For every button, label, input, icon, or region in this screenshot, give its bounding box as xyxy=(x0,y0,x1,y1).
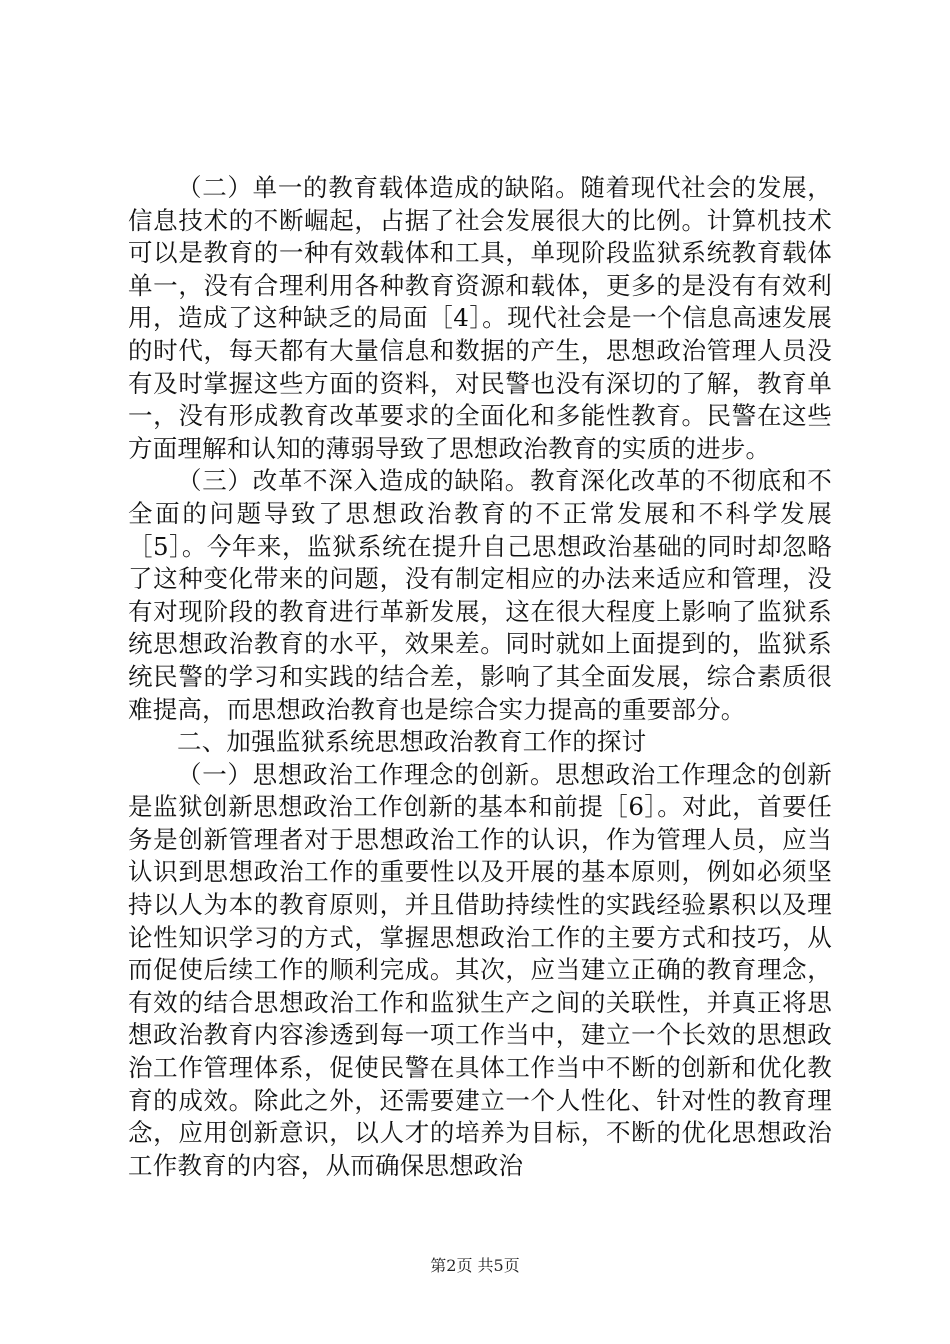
document-body xyxy=(128,172,832,1182)
paragraph-defect-single-carrier: （二）单一的教育载体造成的缺陷。随着现代社会的发展，信息技术的不断崛起，占据了社会发展很大的比例。计算机技术可以是教育的一种有效载体和工具，单现阶段监狱系统教育载体单一，没有合理利用各种教育资源和载体，更多的是没有有效利用，造成了这种缺乏的局面［4］。现代社会是一个信息高速发展的时代，每天都有大量信息和数据的产生，思想政治管理人员没有及时掌握这些方面的资料，对民警也没有深切的了解，教育单一，没有形成教育改革要求的全面化和多能性教育。民警在这些方面理解和认知的薄弱导致了思想政治教育的实质的进步。 xyxy=(128,173,832,463)
paragraph-defect-reform: （三）改革不深入造成的缺陷。教育深化改革的不彻底和不全面的问题导致了思想政治教育的不正常发展和不科学发展［5］。今年来，监狱系统在提升自己思想政治基础的同时却忽略了这种变化带来的问题，没有制定相应的办法来适应和管理，没有对现阶段的教育进行革新发展，这在很大程度上影响了监狱系统思想政治教育的水平，效果差。同时就如上面提到的，监狱系统民警的学习和实践的结合差，影响了其全面发展，综合素质很难提高，而思想政治教育也是综合实力提高的重要部分。 xyxy=(128,466,832,724)
paragraph-concept-innovation: （一）思想政治工作理念的创新。思想政治工作理念的创新是监狱创新思想政治工作创新的基本和前提［6］。对此，首要任务是创新管理者对于思想政治工作的认识，作为管理人员，应当认识到思想政治工作的重要性以及开展的基本原则，例如必须坚持以人为本的教育原则，并且借助持续性的实践经验累积以及理论性知识学习的方式，掌握思想政治工作的主要方式和技巧，从而促使后续工作的顺利完成。其次，应当建立正确的教育理念，有效的结合思想政治工作和监狱生产之间的关联性，并真正将思想政治教育内容渗透到每一项工作当中，建立一个长效的思想政治工作管理体系，促使民警在具体工作当中不断的创新和优化教育的成效。除此之外，还需要建立一个人性化、针对性的教育理念，应用创新意识，以人才的培养为目标，不断的优化思想政治工作教育的内容，从而确保思想政治 xyxy=(128,759,832,1180)
page-footer: 第2页 共5页 xyxy=(430,1256,520,1275)
section-heading: 二、加强监狱系统思想政治教育工作的探讨 xyxy=(177,727,647,757)
